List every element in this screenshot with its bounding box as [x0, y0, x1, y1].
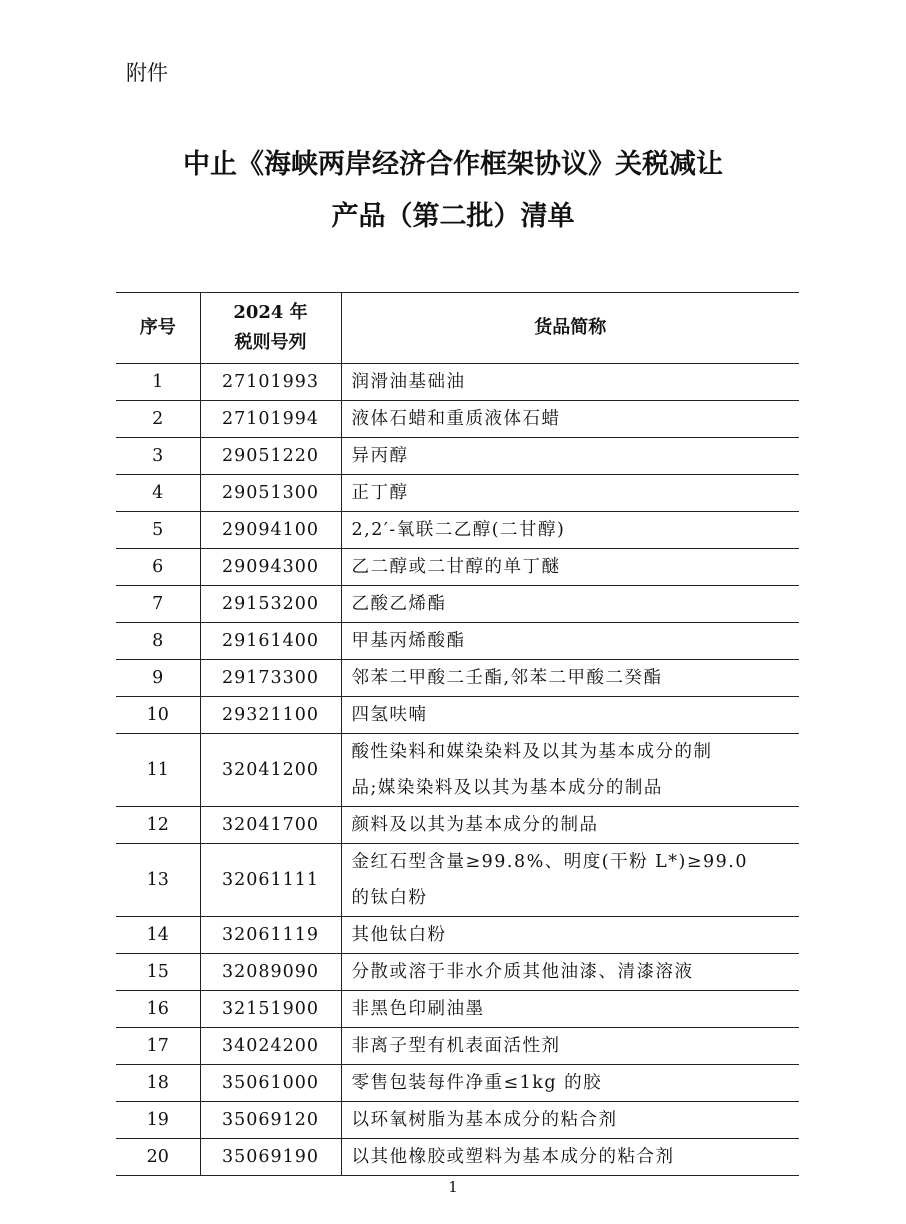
row-name: 2,2′-氧联二乙醇(二甘醇) [341, 512, 799, 549]
row-name: 分散或溶于非水介质其他油漆、清漆溶液 [341, 954, 799, 991]
table-row [116, 364, 799, 401]
row-code: 29094300 [200, 549, 341, 586]
row-name: 零售包装每件净重≤1kg 的胶 [341, 1065, 799, 1102]
table-row [116, 512, 799, 549]
column-header-code-line-2: 税则号列 [234, 332, 307, 353]
row-code: 29161400 [200, 623, 341, 660]
row-seq: 14 [116, 917, 200, 954]
row-code: 32151900 [200, 991, 341, 1028]
table-row [116, 734, 799, 807]
row-seq: 6 [116, 549, 200, 586]
row-seq: 8 [116, 623, 200, 660]
table-row [116, 991, 799, 1028]
table-row [116, 401, 799, 438]
row-name-line-1: 金红石型含量≥99.8%、明度(干粉 L*)≥99.0 [351, 852, 748, 872]
document-title-line-2: 产品（第二批）清单 [331, 201, 575, 232]
table-row [116, 1065, 799, 1102]
row-code: 32041700 [200, 807, 341, 844]
row-code: 32041200 [200, 734, 341, 807]
table-row [116, 438, 799, 475]
row-seq: 10 [116, 697, 200, 734]
row-name: 以环氧树脂为基本成分的粘合剂 [341, 1102, 799, 1139]
row-name-line-2: 的钛白粉 [351, 888, 428, 908]
row-name [341, 844, 799, 917]
row-name: 以其他橡胶或塑料为基本成分的粘合剂 [341, 1139, 799, 1176]
row-seq: 1 [116, 364, 200, 401]
row-code: 29153200 [200, 586, 341, 623]
tariff-products-table [116, 292, 799, 1176]
page-number: 1 [448, 1178, 458, 1196]
row-seq: 11 [116, 734, 200, 807]
row-name-line-1: 酸性染料和媒染染料及以其为基本成分的制 [351, 742, 713, 762]
table-row [116, 1102, 799, 1139]
table-row [116, 623, 799, 660]
row-name: 邻苯二甲酸二壬酯,邻苯二甲酸二癸酯 [341, 660, 799, 697]
table-row [116, 549, 799, 586]
table-row [116, 954, 799, 991]
row-code: 29051300 [200, 475, 341, 512]
row-code: 29094100 [200, 512, 341, 549]
table-row [116, 586, 799, 623]
row-name: 液体石蜡和重质液体石蜡 [341, 401, 799, 438]
row-seq: 7 [116, 586, 200, 623]
row-seq: 2 [116, 401, 200, 438]
table-row [116, 807, 799, 844]
row-seq: 13 [116, 844, 200, 917]
row-seq: 19 [116, 1102, 200, 1139]
row-code: 29173300 [200, 660, 341, 697]
row-name: 颜料及以其为基本成分的制品 [341, 807, 799, 844]
table-header-row [116, 293, 799, 364]
row-seq: 3 [116, 438, 200, 475]
table-row [116, 1028, 799, 1065]
row-name: 非黑色印刷油墨 [341, 991, 799, 1028]
document-title-line-1: 中止《海峡两岸经济合作框架协议》关税减让 [183, 149, 723, 180]
row-seq: 15 [116, 954, 200, 991]
row-code: 27101993 [200, 364, 341, 401]
table-row [116, 844, 799, 917]
row-name-line-2: 品;媒染染料及以其为基本成分的制品 [351, 778, 663, 798]
table-row [116, 475, 799, 512]
row-name: 其他钛白粉 [341, 917, 799, 954]
row-name [341, 734, 799, 807]
column-header-code-line-1: 2024 年 [233, 302, 308, 323]
row-seq: 16 [116, 991, 200, 1028]
row-name: 甲基丙烯酸酯 [341, 623, 799, 660]
column-header-seq: 序号 [116, 293, 200, 364]
row-seq: 4 [116, 475, 200, 512]
row-seq: 12 [116, 807, 200, 844]
column-header-code [200, 293, 341, 364]
row-seq: 9 [116, 660, 200, 697]
row-code: 32061111 [200, 844, 341, 917]
table-row [116, 917, 799, 954]
row-name: 四氢呋喃 [341, 697, 799, 734]
row-seq: 18 [116, 1065, 200, 1102]
row-code: 29051220 [200, 438, 341, 475]
row-name: 非离子型有机表面活性剂 [341, 1028, 799, 1065]
row-seq: 20 [116, 1139, 200, 1176]
table-row [116, 697, 799, 734]
attachment-label: 附件 [126, 61, 168, 85]
table-row [116, 1139, 799, 1176]
row-name: 乙酸乙烯酯 [341, 586, 799, 623]
row-name: 异丙醇 [341, 438, 799, 475]
row-code: 32089090 [200, 954, 341, 991]
row-code: 35061000 [200, 1065, 341, 1102]
row-code: 35069120 [200, 1102, 341, 1139]
row-name: 正丁醇 [341, 475, 799, 512]
row-name: 乙二醇或二甘醇的单丁醚 [341, 549, 799, 586]
row-code: 27101994 [200, 401, 341, 438]
row-name: 润滑油基础油 [341, 364, 799, 401]
row-code: 34024200 [200, 1028, 341, 1065]
table-row [116, 660, 799, 697]
row-seq: 17 [116, 1028, 200, 1065]
column-header-name: 货品简称 [341, 293, 799, 364]
row-code: 35069190 [200, 1139, 341, 1176]
row-seq: 5 [116, 512, 200, 549]
row-code: 29321100 [200, 697, 341, 734]
row-code: 32061119 [200, 917, 341, 954]
